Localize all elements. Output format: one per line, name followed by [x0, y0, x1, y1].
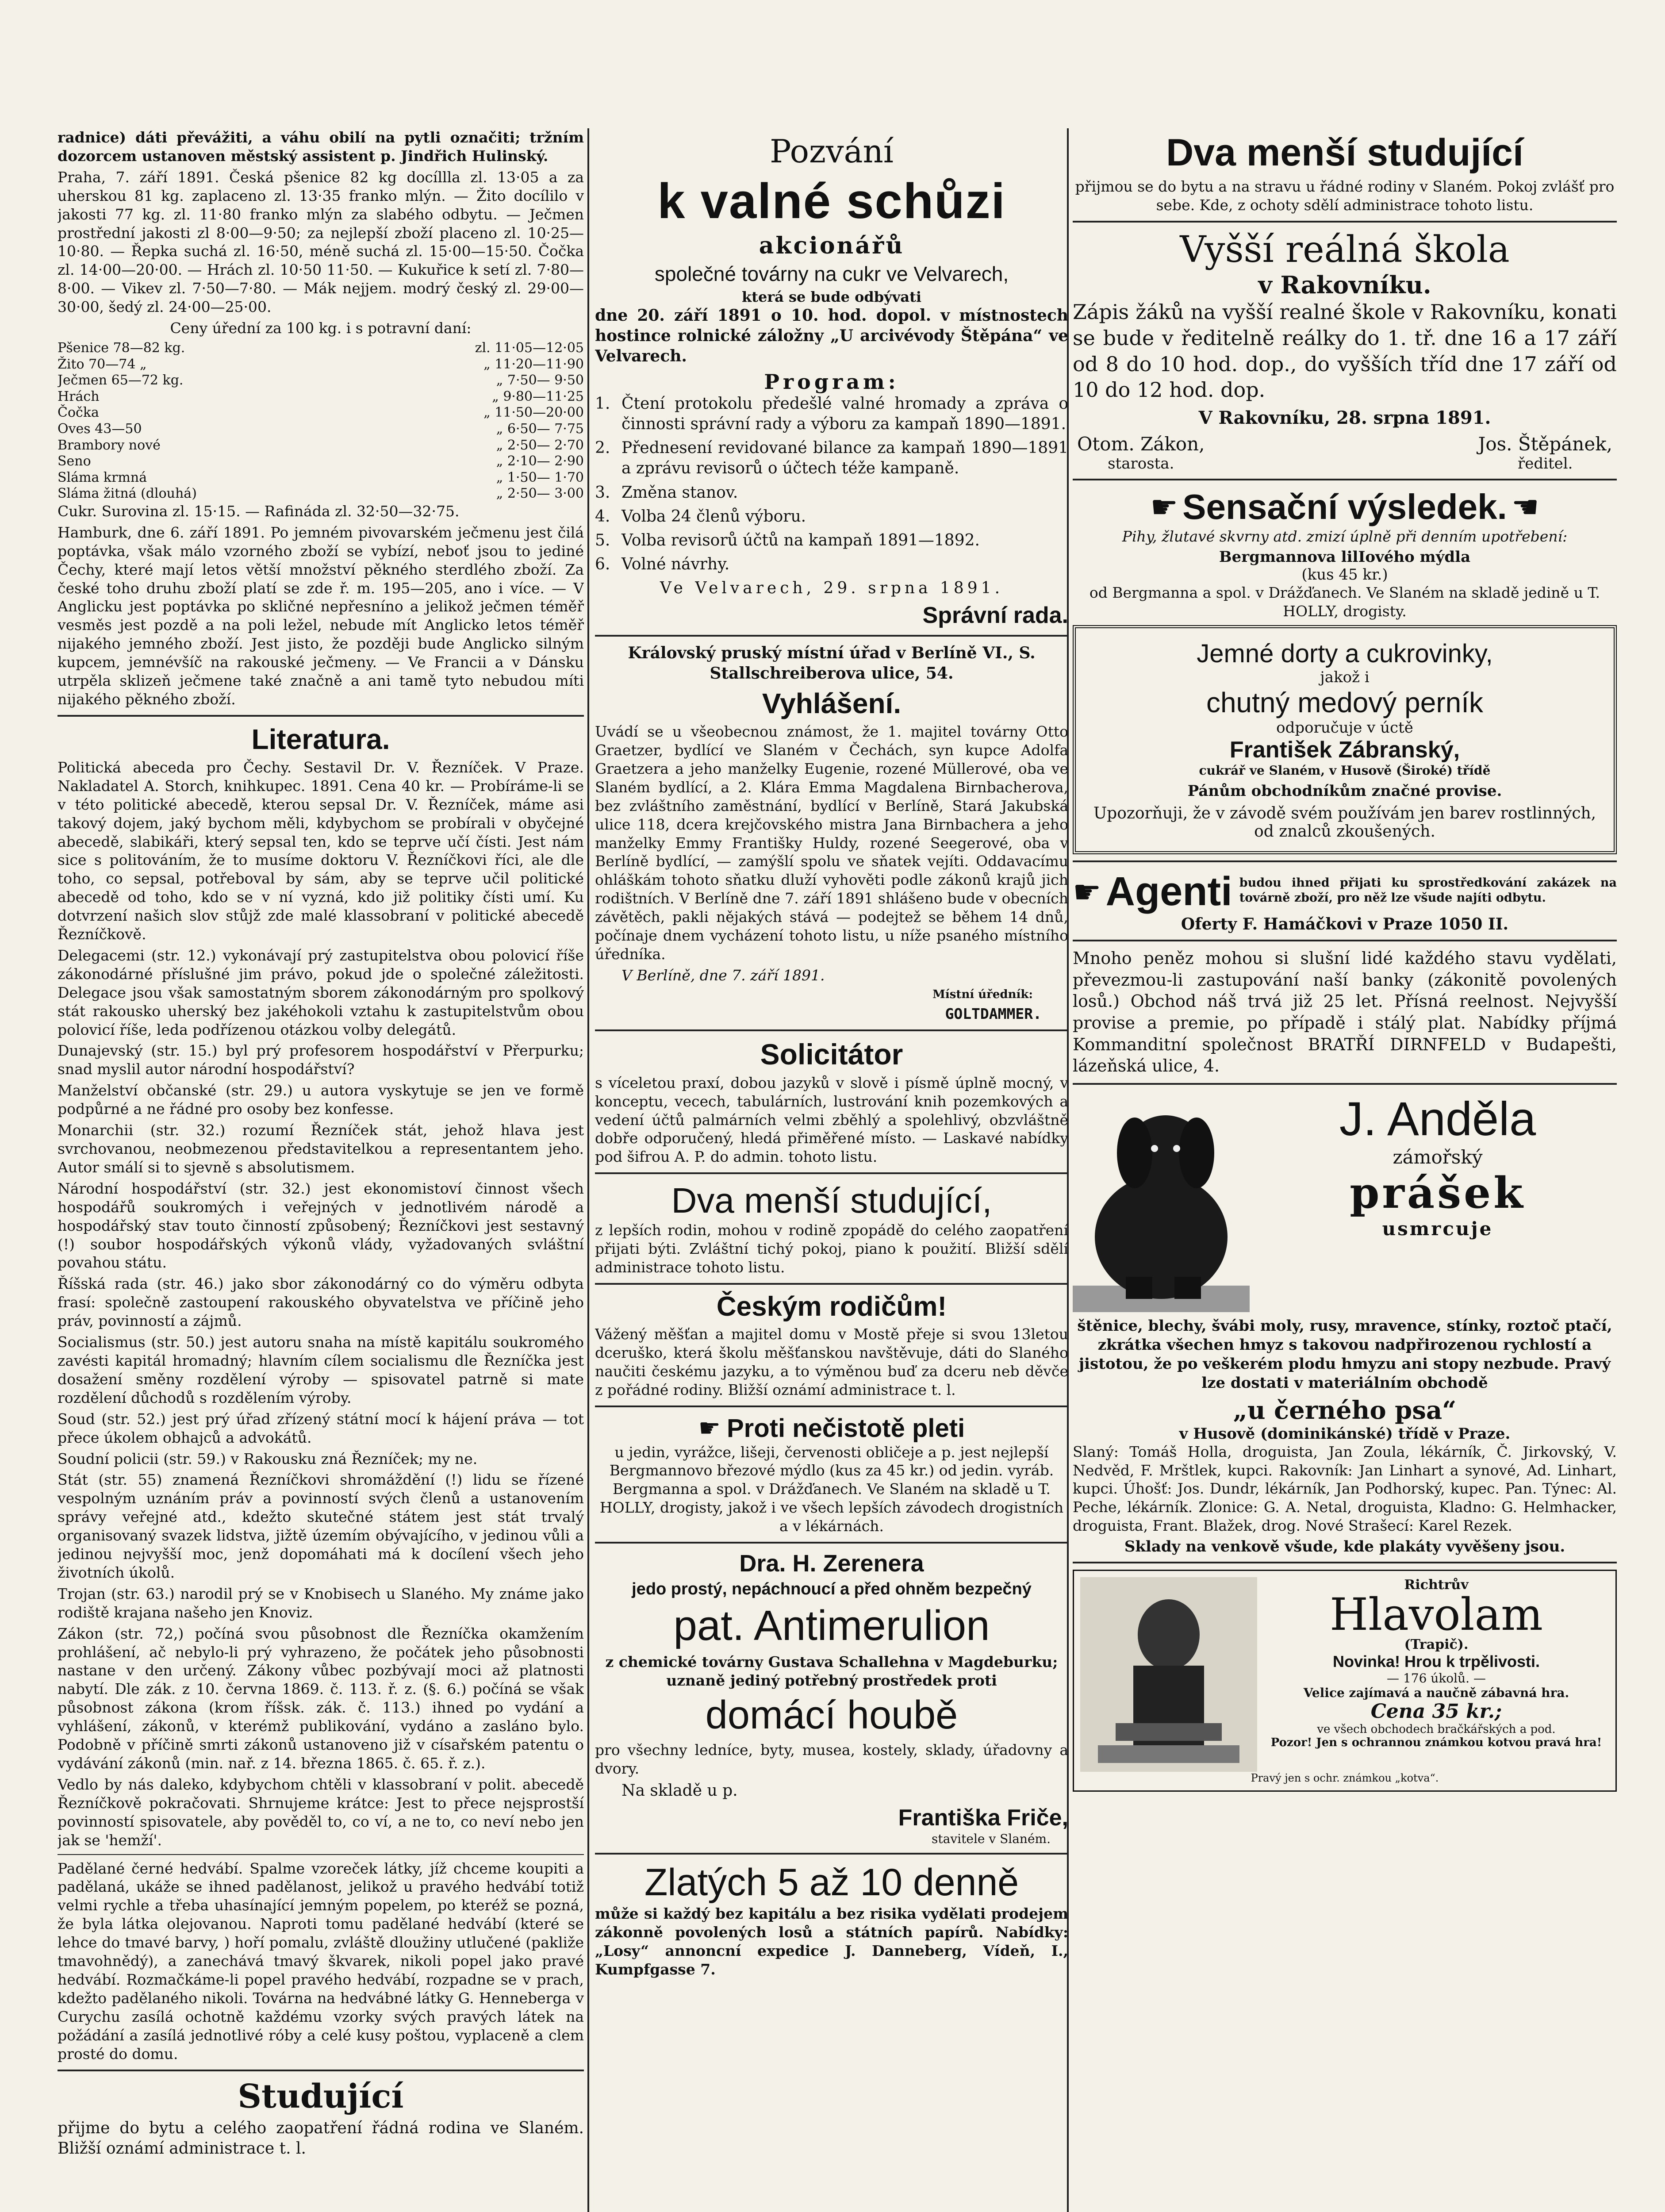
program-item: 2. Přednesení revidované bilance za kampaň 1890—1891 a zprávu revisorů o účtech téže kampaně.: [595, 439, 1068, 478]
urad-heading: Královský pruský místní úřad v Berlíně VI., S. Stallschreiberova ulice, 54.: [628, 643, 1036, 683]
divider: [58, 715, 584, 717]
sugar-prices: Cukr. Surovina zl. 15·15. — Rafináda zl. 32·50—32·75.: [58, 502, 460, 520]
dorty-provise: Pánům obchodníkům značné provise.: [1187, 782, 1502, 800]
velice-label: Velice zajímavá a naučně zábavná hra.: [1303, 1686, 1569, 1701]
dorty-jakoz: jakož i: [1320, 668, 1370, 687]
meeting-date: dne 20. září 1891 o 10. hod. dopol. v místnostech hostince rolnické záložny „U arcivévody Štěpána“ ve Velvarech.: [595, 306, 1068, 366]
urednik-label: Místní úředník:: [932, 987, 1033, 1001]
akcionaru-heading: akcionářů: [759, 232, 905, 259]
agenti-heading: Agenti: [1105, 869, 1232, 914]
silk-notice: Padělané černé hedvábí. Spalme vzoreček látky, jíž chceme koupiti a padělaná, ukáže se ihned padělanost, jelikož u pravého hedvábí totiž velmi rychle a třeba uhasínající jemným popelem, po kteréž se pozná, že byla látka olejovanou. Naproti tomu padělané hedvábí (které se lehce do tmavé barvy, ) hoří pomalu, zvláště dloužiny utlučené (pakliže tmavohnědý), a zanechává tmavý škvarek, nikoli popel jako pravé hedvábí. Rozmačkáme-li popel pravého hedvábí, rozpadne se v prach, kdežto padělaného nikoli. Továrna na hedvábné látky G. Henneberga v Curychu zasílá ochotně každému vzorky svých pravých látek na požádání a zasílá jednotlivé róby a celé kusy poštou, vyplaceně a clem prosté do domu.: [58, 1859, 584, 2062]
vyhlaseni-heading: Vyhlášení.: [762, 687, 902, 720]
lilie-seller: od Bergmanna a spol. v Drážďanech. Ve Slaném na skladě jedině u T. HOLLY, drogisty.: [1089, 584, 1600, 620]
program-item: 3. Změna stanov.: [595, 483, 738, 502]
price-row: Hrách „ 9·80—11·25: [58, 388, 584, 404]
literature-paragraph: Monarchii (str. 32.) rozumí Řezníček stát, jehož hlava jest svrchovanou, neobmezenou představitelkou a representantem jeho. Autor smálí si to sjevně s absolutismem.: [58, 1121, 584, 1176]
literature-paragraph: Zákon (str. 72,) počíná svou působnost dle Řezníčka okamžením prohlášení, ač nebylo-li prý vyhrazeno, že počátek jeho působnosti nastane v den určený. Zákony vůbec pozbývají moci až platnosti nabytí. Dle zák. z 10. června 1869. č. 113. ř. z. (§. 6.) počíná se však působnost zákona (krom říšsk. zák. č. 113.) ihned po vydání a vyhlášení, zákonů, v kterémž publikování, vydáno a zasláno bylo. Podobně v příčině smrti zákonů ustanoveno již v císařském patentu o vydávání zákonů (min. nař. z 14. března 1865. č. 65. ř. z.).: [58, 1624, 584, 1772]
signature-role: ředitel.: [1518, 454, 1573, 472]
literature-paragraph: Stát (str. 55) znamená Řezníčkovi shromáždění (!) lidu se řízené vespolným uznáním práv a povinností svých členů a ustanovením správy veřejné atd., kdežto skutečné státem jest stát trvalý organisovaný svazek lidstva, jižtě územím obývajícího, v jedinou vůli a jedinou nejvyšší moc, jenž dopomáhati má k docílení všech jeho životních úkolů.: [58, 1471, 584, 1581]
column-left: [58, 128, 584, 2212]
frice-role: stavitele v Slaném.: [932, 1831, 1051, 1846]
divider: [595, 1853, 1068, 1855]
divider: [595, 1283, 1068, 1285]
studujici-heading: Studující: [238, 2077, 404, 2116]
signature-zakon: [1077, 433, 1205, 472]
penez-ad: Mnoho peněz mohou si slušní lidé každého stavu vydělati, převezmou-li zastupování naší banky (zákonitě povolených losů.) Obchod náš trvá již 25 let. Přísná reelnost. Nejvyšší provise a premie, po případě i stálý plat. Nabídky příjmá Kommanditní společnost BRATŘÍ DIRNFELD v Budapešti, lázeňská ulice, 4.: [1073, 949, 1617, 1076]
divider: [1073, 940, 1617, 941]
literature-paragraph: Delegacemi (str. 12.) vykonávají prý zastupitelstva obou polovicí říše zákonodárné příslušné jim právo, pokud jde o společné záležitosti. Delegace jsou však samostatným sborem zákonodárným pro spolkový stát rakousko uherský bez jakéhokoli vztahu k zastupitelstvům obou polovicí říše, leda podřízenou otázkou volby delegátů.: [58, 946, 584, 1038]
literature-paragraph: Říšská rada (str. 46.) jako sbor zákonodárný co do výměru odbyta frasí: společně zastoupení rakouského obyvatelstva ve příčině jeho práv, povinností a zájmů.: [58, 1275, 584, 1330]
hlavolam-heading: Hlavolam: [1330, 1589, 1543, 1641]
proti-heading: Proti nečistotě pleti: [727, 1413, 965, 1443]
andela-body: štěnice, blechy, švábi moly, rusy, mravence, stínky, roztoč ptačí, zkrátka všechen hmyz s takovou nadpřirozenou rychlostí a jistotou, že po veškerém plodu hmyzu ani stopy nezbude. Pravý lze dostati v materiálním obchodě: [1077, 1317, 1612, 1392]
agenti-ad: [1073, 868, 1617, 915]
signatures-row: [1073, 433, 1617, 472]
divider: [1073, 479, 1617, 480]
dva-studujici-heading: Dva menší studující,: [671, 1181, 992, 1221]
vyssi-skola-date: V Rakovníku, 28. srpna 1891.: [1198, 407, 1491, 429]
zamorsky-label: zámořský: [1393, 1146, 1483, 1168]
dva-studujici-body: z lepších rodin, mohou v rodině zpopádě do celého zaopatření přijati býti. Zvláštní tichý pokoj, piano k použití. Bližší sdělí administrace tohoto listu.: [595, 1221, 1068, 1276]
antimerulion-body: z chemické továrny Gustava Schallehna v Magdeburku; uznaně jediný potřebný prostředek proti: [605, 1653, 1058, 1690]
vyssi-skola-body: Zápis žáků na vyšší realné škole v Rakovníku, konati se bude v ředitelně reálky do 1. tř. dne 16 a 17 září od 8 do 10 hod. dop., do vyšších tříd dne 17 září od 10 do 12 hod. dop.: [1073, 300, 1617, 402]
pointing-hand-icon: ☛: [1073, 873, 1101, 910]
dorty-ad: [1073, 625, 1617, 854]
andela-heading: J. Anděla: [1339, 1091, 1536, 1145]
price-row: Sláma žitná (dlouhá) „ 2·50— 3·00: [58, 486, 584, 502]
divider: [58, 1854, 584, 1855]
tovarna-heading: společné továrny na cukr ve Velvarech,: [654, 262, 1009, 285]
program-list: [595, 394, 1068, 575]
pozvani-heading: Pozvání: [770, 133, 894, 170]
market-intro: radnice) dáti převážiti, a váhu obilí na pytli označiti; tržním dozorcem ustanoven městský assistent p. Jindřich Hulinský.: [58, 129, 584, 165]
price-row: Ječmen 65—72 kg. „ 7·50— 9·50: [58, 373, 584, 388]
cena-label: Cena 35 kr.;: [1370, 1700, 1502, 1723]
divider: [595, 1029, 1068, 1031]
program-item: 5. Volba revisorů účtů na kampaň 1891—1892.: [595, 531, 980, 549]
sklady-note: Sklady na venkově všude, kde plakáty vyvěšeny jsou.: [1124, 1538, 1565, 1556]
hoube-body: pro všechny ledníce, byty, musea, kostely, sklady, úřadovny a dvory.: [595, 1741, 1068, 1777]
divider: [1073, 221, 1617, 223]
lilie-soap: Bergmannova lilIového mýdla: [1219, 548, 1471, 566]
sensacni-body: Pihy, žlutavé skvrny atd. zmizí úplně při denním upotřebení:: [1122, 527, 1568, 545]
price-table-heading: Ceny úřední za 100 kg. i s potravní daní:: [170, 319, 472, 337]
pernik-heading: chutný medový perník: [1206, 687, 1484, 719]
literature-paragraph: Manželství občanské (str. 29.) u autora vyskytuje se jen ve formě podpůrné a ne řádné pro osoby bez konfesse.: [58, 1082, 584, 1118]
signature-stepanek: [1478, 433, 1612, 472]
na-sklade-label: Na skladě u p.: [621, 1781, 738, 1800]
sklady-list: Slaný: Tomáš Holla, droguista, Jan Zoula, lékárník, Č. Jirkovský, V. Nedvěd, F. Mrštlek, kupci. Rakovník: Jan Linhart a synové, Ad. Linhart, kupci. Úhošť: Jos. Dundr, lékárník, Jan Podhorský, kupec. Pan. Týnec: Al. Peche, lékárník. Zlonice: G. A. Netal, droguista, Kladno: G. Helmhacker, droguista, Frant. Blažek, drog. Nové Strašecí: Karel Rezek.: [1073, 1443, 1617, 1535]
price-row: Sláma krmná „ 1·50— 1·70: [58, 469, 584, 485]
zlatych-body: může si každý bez kapitálu a bez risika vydělati prodejem zákonně povolených losů a státních papírů. Nabídky: „Losy“ annoncní expedice J. Danneberg, Vídeň, I., Kumpfgasse 7.: [595, 1905, 1068, 1978]
literature-paragraph: Národní hospodářství (str. 32.) jest ekonomistoví činnost všech hospodářů soukromých i veřejných v jednotlivém národě a hospodářský stav touto činností způsobený; Řezníčkovi jest sestavný (!) soubor hospodářských výkonů vlády, vyžadovaných svláštní povahou státu.: [58, 1179, 584, 1271]
hlavolam-ad: [1073, 1570, 1617, 1792]
dorty-heading: Jemné dorty a cukrovinky,: [1197, 639, 1493, 668]
literature-paragraph: Soud (str. 52.) jest prý úřad zřízený státní mocí k hájení práva — tot přece úkolem obhajců a advokátů.: [58, 1410, 584, 1446]
ukolu-label: — 176 úkolů. —: [1387, 1671, 1486, 1686]
prasek-heading: prášek: [1350, 1167, 1526, 1218]
proti-heading-row: [595, 1413, 1068, 1443]
sensacni-heading-row: [1073, 487, 1617, 527]
richtr-label: Richtrův: [1404, 1577, 1469, 1593]
program-item: 4. Volba 24 členů výboru.: [595, 507, 806, 526]
dorty-upozor: Upozorňuji, že v závodě svém používám jen barev rostlinných, od znalců zkoušených.: [1093, 804, 1596, 841]
literature-paragraph: Socialismus (str. 50.) jest autoru snaha na místě kapitálu soukromého zavésti kapitál hromadný; hlavním cílem socialismu dle Řezníčka jest dosažení směny rozdělení výroby — spisovatel patrně si mate rozdělení důchodů s rozdělením výroby.: [58, 1333, 584, 1406]
antimerulion-heading: pat. Antimerulion: [673, 1602, 990, 1650]
divider: [1073, 1562, 1617, 1563]
urednik-name: GOLTDAMMER.: [945, 1005, 1042, 1022]
lilie-price: (kus 45 kr.): [1301, 566, 1388, 584]
cerny-pes-heading: „u černého psa“: [1233, 1395, 1457, 1425]
column-middle: [595, 128, 1068, 2212]
divider: [1073, 860, 1617, 862]
price-table: [58, 340, 584, 502]
meeting-place-date: Ve Velvarech, 29. srpna 1891.: [660, 579, 1004, 597]
zlatych-heading: Zlatých 5 až 10 denně: [644, 1861, 1019, 1904]
vyhlaseni-body: Uvádí se u všeobecnou známost, že 1. majitel továrny Otto Graetzer, bydlící ve Slaném v Čechách, syn kupce Adolfa Graetzera a jeho manželky Eugenie, rozené Müllerové, oba ve Slaném bydlící, a 2. Klára Emma Magdalena Birnbacherova, bez zvláštního zaměstnání, bydlící v Berlíně, Stará Jakubská ulice 118, dcera krejčovského mistra Jana Birnbachera a jeho manželky Emmy Františky Huldy, rozené Seegerové, oba v Berlíně bydlící, — zamýšlí spolu ve sňatek vejíti. Oddavacímu ohláškám tohoto sňatku dluží vyhověti podle zákonů krajů jich rodištních. V Berlíně dne 7. září 1891 shlášeno bude v obecních závětěch, pakli nějakých stává — podejtež se během 14 dnů, počínaje dnem vycházení tohoto listu, u níže psaného místního úředníka.: [595, 723, 1068, 963]
cerny-pes-address: v Husově (dominikánské) třídě v Praze.: [1179, 1425, 1511, 1443]
dog-illustration: [1073, 1091, 1250, 1312]
literature-paragraph: Vedlo by nás daleko, kdybychom chtěli v klassobraní v polit. abecedě Řezníčkově pokračovati. Shrnujeme krátce: Jest to přece nejsprostší povinností spisovatele, aby pověděl to, co ví, a ne to, co neví nebo jen jak se 'hemží'.: [58, 1775, 584, 1849]
divider: [595, 1172, 1068, 1174]
literature-paragraph: Dunajevský (str. 15.) byl prý profesorem hospodářství v Přerpurku; snad myslil autor národní hospodářství?: [58, 1042, 584, 1078]
pointing-hand-icon: ☛: [698, 1413, 721, 1443]
pointing-hand-icon: ☚: [1511, 488, 1539, 525]
agenti-body: budou ihned přijati ku sprostředkování zakázek na továrně zboží, pro něž lze všude najíti odbytu.: [1239, 876, 1617, 905]
literature-paragraph: Trojan (str. 63.) narodil prý se v Knobisech u Slaného. My známe jako rodiště krajana našeho jen Knoviz.: [58, 1585, 584, 1621]
pointing-hand-icon: ☛: [1150, 488, 1178, 525]
domaci-hoube-heading: domácí houbě: [705, 1693, 958, 1737]
rodicum-heading: Českým rodičům!: [716, 1291, 947, 1322]
signature-name: Otom. Zákon,: [1077, 433, 1205, 455]
divider: [595, 635, 1068, 637]
price-row: Pšenice 78—82 kg. zl. 11·05—12·05: [58, 340, 584, 356]
agenti-oferty: Oferty F. Hamáčkovi v Praze 1050 II.: [1181, 915, 1509, 934]
pravy-label: Pravý jen s ochr. známkou „kotva“.: [1251, 1772, 1439, 1785]
price-row: Oves 43—50 „ 6·50— 7·75: [58, 421, 584, 437]
dva-mensi-body: přijmou se do bytu a na stravu u řádné rodiny v Slaném. Pokoj zvlášť pro sebe. Kde, z ochoty sdělí administrace tohoto listu.: [1075, 178, 1615, 214]
price-row: Žito 70—74 „ „ 11·20—11·90: [58, 356, 584, 372]
sensacni-heading: Sensační výsledek.: [1182, 487, 1507, 526]
rodicum-body: Vážený měšťan a majitel domu v Mostě přeje si svou 13letou dceruško, která školu měšťanskou navštěvuje, dáti do Slaného naučiti českému jazyku, a to výměnou buď za dceru neb děvče z pořádné rodiny. Bližší oznámí administrace t. l.: [595, 1325, 1068, 1398]
andela-ad: [1073, 1091, 1617, 1317]
zabransky-name: František Zábranský,: [1229, 737, 1460, 763]
zerener-heading: Dra. H. Zerenera: [739, 1550, 924, 1577]
literature-heading: Literatura.: [251, 723, 390, 755]
divider: [58, 2070, 584, 2071]
literature-paragraph: Politická abeceda pro Čechy. Sestavil Dr. V. Řezníček. V Praze. Nakladatel A. Storch, knihkupec. 1891. Cena 40 kr. — Probíráme-li se v této politické abecedě, kterou sepsal Dr. V. Řezníček, máme asi takový dojem, jaký bychom měli, kdybychom se probírali v obyčejné abecedě, slabikáři, který sepsal ten, kdo se teprve učí čísti. Jest nám sice s politováním, že to musíme doktoru V. Řezníčkovi říci, ale dle toho, co sepsal, potřeboval by sám, aby se teprve učil politické abecedě od toho, kdo se v ní vyzná, kdo již politiky čísti umí. Ku dotvrzení našich slov stůjž zde malé klassobraní v politické abecedě Řezníčkově.: [58, 758, 584, 943]
vyssi-skola-heading: Vyšší reálná škola: [1180, 228, 1510, 271]
pozor-label: Pozor! Jen s ochrannou známkou kotvou pravá hra!: [1270, 1736, 1602, 1750]
odbyvati-text: která se bude odbývati: [741, 288, 922, 305]
valne-schuzi-heading: k valné schůzi: [657, 173, 1006, 229]
program-heading: Program:: [764, 370, 899, 394]
solicitator-body: s víceletou praxí, dobou jazyků v slově i písmě úplně mocný, v konceptu, vecech, tabulárních, lustrování knih pozemkových a vedení účtů palmárních velmi zběhlý a spolehlivý, obzvláštně dobře odporučený, hledá přiměřené místo. — Laskavé nabídky pod šifrou A. P. do admin. tohoto listu.: [595, 1074, 1068, 1166]
program-item: 6. Volné návrhy.: [595, 555, 730, 573]
usmrcuje-label: usmrcuje: [1382, 1217, 1493, 1240]
zerener-body: jedo prostý, nepáchnoucí a před ohněm bezpečný: [632, 1580, 1032, 1599]
divider: [1073, 1083, 1617, 1085]
hamburk-report: Hamburk, dne 6. září 1891. Po jemném pivovarském ječmenu jest čilá poptávka, však málo vzorného zboží se vybízí, neboť jsou to jediné Čechy, které mají letos větší množství pěkného sterdlého zboží. Za české toho druhu zboží platí se zde ř. m. 195—205, ano i více. — V Anglicku jest poptávka po skličné nepřesníno a jelikož ječmen téměř vesměs jest pozdě a na poli ležel, nebude mít Anglicko letos téměř nijakého jemného zboží. Jest jisto, že později bude Anglicko silným kupcem, jemnévšíč na rakouské ječmeny. — Ve Francii a v Dánsku utrpěla sklizeň ječmene také značně a ani tamě tyto nebudou míti nijakého pěkného zboží.: [58, 523, 584, 708]
sprava-signature: Správní rada.: [922, 602, 1068, 628]
divider: [595, 1542, 1068, 1544]
solicitator-heading: Solicitátor: [760, 1037, 903, 1071]
vyhlaseni-date: V Berlíně, dne 7. září 1891.: [621, 966, 825, 984]
cena-body: ve všech obchodech bračkářských a pod.: [1317, 1723, 1556, 1736]
proti-body: u jedin, vyrážce, lišeji, červenosti obličeje a p. jest nejlepší Bergmannovo březové mýdlo (kus za 45 kr.) od jedin. vyráb. Bergmanna a spol. v Drážďanech. Ve Slaném na skladě u T. HOLLY, drogisty, jakož i ve všech lepších závodech drogistních a v lékárnách.: [599, 1443, 1064, 1535]
novinka-label: Novinka! Hrou k trpělivosti.: [1332, 1652, 1540, 1671]
rakovnik-heading: v Rakovníku.: [1258, 270, 1431, 299]
program-item: 1. Čtení protokolu předešlé valné hromady a zpráva o činnosti správní rady a výboru za kampaň 1890—1891.: [595, 395, 1068, 434]
dva-mensi-heading: Dva menší studující: [1166, 131, 1523, 174]
dorty-odpor: odporučuje v úctě: [1276, 719, 1413, 737]
signature-role: starosta.: [1108, 454, 1174, 472]
column-right: [1073, 128, 1617, 2212]
praha-market-report: Praha, 7. září 1891. Česká pšenice 82 kg docíllla zl. 13·05 a za uherskou 81 kg. zaplaceno zl. 13·35 franko mlýn. — Žito docílilo v jakosti 77 kg. zl. 11·80 franko mlýn za slabého odbytu. — Ječmen prostřední jakosti zl 8·00—9·50; za nejlepší zboží placeno zl. 10·25—10·80. — Řepka suchá zl. 16·50, méně suchá zl. 15·00—15·50. Čočka zl. 14·00—20·00. — Hrách zl. 10·50 11·50. — Kukuřice k setí zl. 7·80—8·00. — Vikev zl. 7·50—7·80. — Mák nejjem. modrý český zl. 29·00—30·00, šedý zl. 24·00—25·00.: [58, 168, 584, 316]
puzzle-illustration: [1080, 1577, 1257, 1772]
price-row: Seno „ 2·10— 2·90: [58, 453, 584, 469]
studujici-body: přijme do bytu a celého zaopatření řádná rodina ve Slaném. Bližší oznámí administrace t. l.: [58, 2119, 584, 2158]
frice-name: Františka Friče,: [898, 1805, 1068, 1831]
divider: [595, 1406, 1068, 1407]
price-row: Čočka „ 11·50—20·00: [58, 405, 584, 421]
column-rule-left: [587, 128, 589, 2212]
literature-paragraph: Soudní policii (str. 59.) v Rakousku zná Řezníček; my ne.: [58, 1450, 478, 1467]
signature-name: Jos. Štěpánek,: [1478, 433, 1612, 455]
traplo-label: (Trapič).: [1404, 1637, 1469, 1653]
cukrar-address: cukrář ve Slaném, v Husově (Široké) třídě: [1199, 763, 1491, 778]
price-row: Brambory nové „ 2·50— 2·70: [58, 437, 584, 453]
